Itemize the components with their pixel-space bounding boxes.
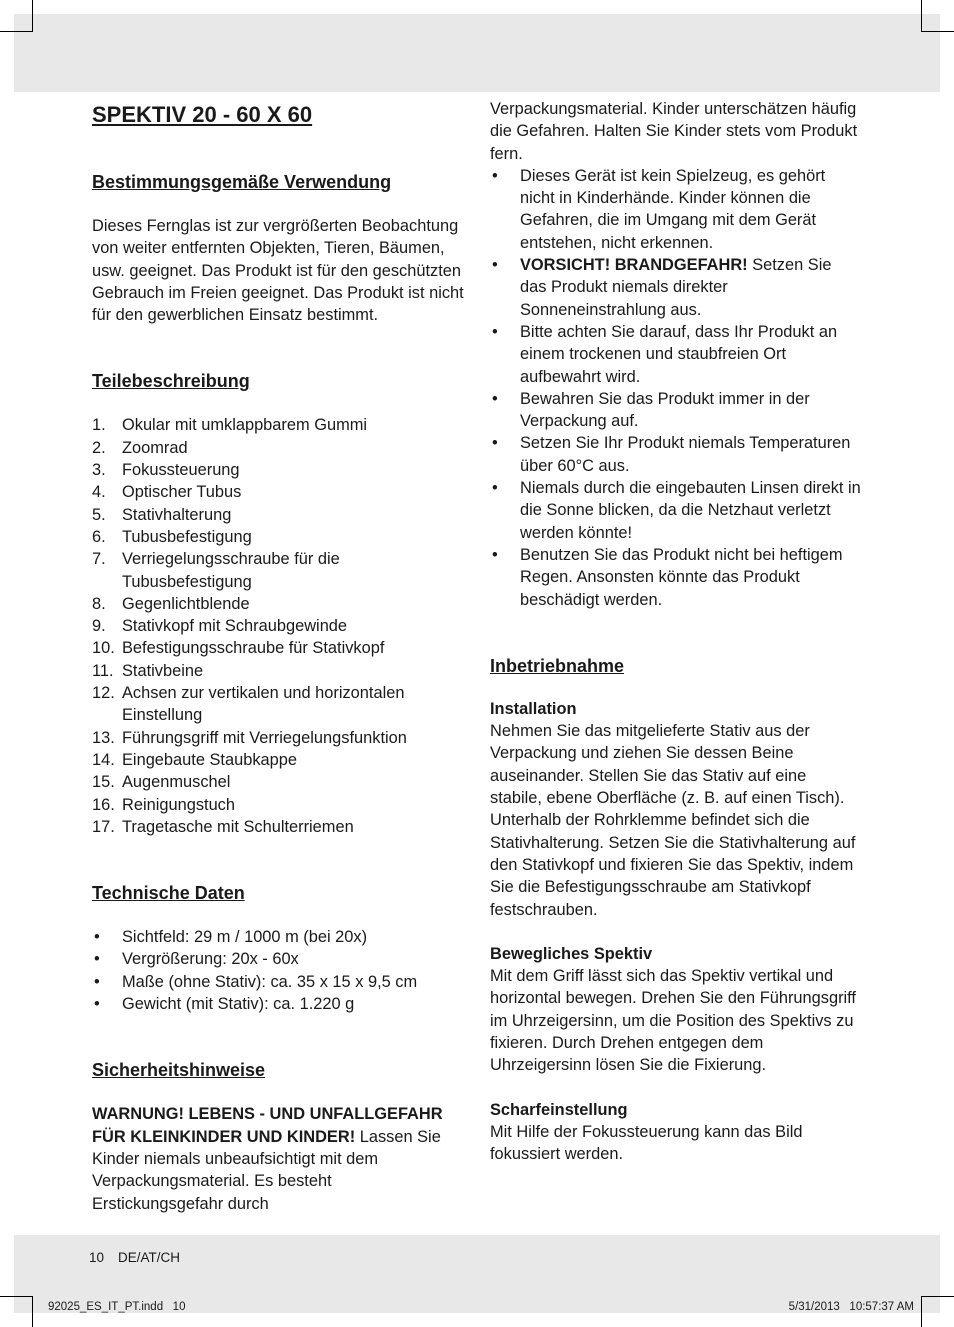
warning-label: WARNUNG! LEBENS - UND UNFALLGEFAHR FÜR KLEINKINDER UND KINDER! [92,1105,443,1146]
parts-list-item [92,660,464,682]
safety-heading: Sicherheitshinweise [92,1060,266,1081]
parts-list-item [92,816,464,838]
parts-list-item [92,615,464,637]
list-item-text: Optischer Tubus [122,483,242,502]
timestamp-slug: 5/31/2013 10:57:37 AM [788,1301,914,1313]
caution-label: VORSICHT! BRANDGEFAHR! [520,256,748,275]
list-item-text: Tragetasche mit Schulterriemen [122,817,354,836]
tech-list [92,926,464,1015]
list-item-text: Augenmuschel [122,773,231,792]
list-number: 7. [92,550,106,569]
parts-list-item [92,504,464,526]
crop-mark [922,1296,954,1297]
list-number: 15. [92,773,115,792]
list-item-text: Okular mit umklappbarem Gummi [122,416,368,435]
list-item-text: Sichtfeld: 29 m / 1000 m (bei 20x) [122,928,368,947]
list-item-text: Gegenlichtblende [122,594,250,613]
crop-mark [0,31,32,32]
list-item-text: Tubusbefestigung [122,527,252,546]
crop-mark [0,1296,32,1297]
parts-list-item [92,637,464,659]
safety-list-item [490,388,862,433]
tech-list-item [92,993,464,1015]
usage-heading: Bestimmungsgemäße Verwendung [92,172,392,192]
safety-list-item [490,477,862,544]
list-item-text: Dieses Gerät ist kein Spielzeug, es gehört nicht in Kinderhände. Kinder können die Gefahren, die im Umgang mit dem Gerät entstehen, nicht erkennen. [520,166,826,252]
crop-mark [921,0,922,32]
list-item-text: Bitte achten Sie darauf, dass Ihr Produkt an einem trockenen und staubfreien Ort aufbewahrt wird. [520,322,838,386]
bullet-icon: • [492,479,498,498]
list-number: 11. [92,661,114,680]
list-number: 9. [92,617,106,636]
list-number: 2. [92,438,106,457]
bullet-icon: • [492,166,498,185]
list-number: 13. [92,728,115,747]
list-item-text: Reinigungstuch [122,795,235,814]
list-item-text: Eingebaute Staubkappe [122,750,297,769]
bullet-icon: • [492,389,498,408]
safety-list-item [490,165,862,254]
list-item-text: Fokussteuerung [122,461,240,480]
list-item-text: Zoomrad [122,438,188,457]
crop-mark [32,1296,33,1327]
locale-label: DE/AT/CH [118,1250,181,1265]
bullet-icon: • [492,434,498,453]
parts-list-item [92,771,464,793]
installation-text: Nehmen Sie das mitgelieferte Stativ aus der Verpackung und ziehen Sie dessen Beine auseinander. Stellen Sie das Stativ auf eine stabile, ebene Oberfläche (z. B. auf einen Tisch). Unterhalb der Rohrklemme befindet sich die Stativhalterung. Setzen Sie die Stativhalterung auf den Stativkopf und fixieren Sie das Spektiv, indem Sie die Befestigungsschraube am Stativkopf festschrauben. [490,722,856,919]
list-item-text: Maße (ohne Stativ): ca. 35 x 15 x 9,5 cm [122,972,418,991]
list-item-text: Achsen zur vertikalen und horizontalen Einstellung [122,684,405,725]
parts-list-item [92,749,464,771]
safety-list-item [490,254,862,321]
tech-list-item [92,948,464,970]
focus-heading: Scharfeinstellung [490,1100,628,1119]
bullet-icon: • [94,928,100,947]
parts-list-item [92,548,464,593]
list-number: 16. [92,795,115,814]
list-number: 1. [92,416,106,435]
list-number: 5. [92,505,106,524]
parts-list-item [92,682,464,727]
parts-list [92,414,464,838]
parts-list-item [92,727,464,749]
parts-list-item [92,481,464,503]
file-slug: 92025_ES_IT_PT.indd 10 [48,1301,186,1313]
bullet-icon: • [94,995,100,1014]
parts-list-item [92,593,464,615]
list-item-text: Setzen Sie Ihr Produkt niemals Temperaturen über 60°C aus. [520,434,851,475]
list-item-text: Stativkopf mit Schraubgewinde [122,617,348,636]
list-item-text: Setzen Sie das Produkt niemals direkter Sonneneinstrahlung aus. [520,256,832,319]
safety-list-item [490,321,862,388]
safety-list [490,165,862,611]
header-band [14,14,940,92]
list-number: 3. [92,461,106,480]
parts-heading: Teilebeschreibung [92,371,250,392]
parts-list-item [92,414,464,436]
list-number: 10. [92,639,115,658]
usage-text: Dieses Fernglas ist zur vergrößerten Beobachtung von weiter entfernten Objekten, Tieren, Bäumen, usw. geeignet. Das Produkt ist für den geschützten Gebrauch im Freien geeignet. Das Produkt ist nicht für den gewerblichen Einsatz bestimmt. [92,217,464,325]
list-number: 17. [92,817,115,836]
safety-list-item [490,544,862,611]
bullet-icon: • [492,322,498,341]
page-title: SPEKTIV 20 - 60 X 60 [92,102,313,127]
tech-list-item [92,971,464,993]
bullet-icon: • [492,545,498,564]
tech-heading: Technische Daten [92,883,245,904]
list-item-text: Führungsgriff mit Verriegelungsfunktion [122,728,407,747]
movable-heading: Bewegliches Spektiv [490,944,653,963]
bullet-icon: • [492,256,498,275]
startup-heading: Inbetriebnahme [490,655,625,676]
parts-list-item [92,437,464,459]
list-item-text: Stativbeine [122,661,204,680]
installation-heading: Installation [490,699,577,718]
list-number: 14. [92,750,115,769]
list-item-text: Benutzen Sie das Produkt nicht bei heftigem Regen. Ansonsten könnte das Produkt beschädigt werden. [520,545,843,609]
tech-list-item [92,926,464,948]
page-number: 10 [89,1250,105,1265]
list-number: 4. [92,483,106,502]
list-item-text: Befestigungsschraube für Stativkopf [122,639,385,658]
right-column [490,98,862,1165]
bullet-icon: • [94,972,100,991]
warning-text: Lassen Sie Kinder niemals unbeaufsichtigt mit dem Verpackungsmaterial. Es besteht Erstickungsgefahr durch [92,1127,441,1213]
list-number: 6. [92,527,106,546]
crop-mark [32,0,33,32]
safety-list-item [490,432,862,477]
parts-list-item [92,459,464,481]
page-footer [89,1250,194,1265]
parts-list-item [92,526,464,548]
list-number: 8. [92,594,106,613]
safety-warning [92,1103,464,1214]
list-item-text: Verriegelungsschraube für die Tubusbefestigung [122,550,340,591]
focus-text: Mit Hilfe der Fokussteuerung kann das Bild fokussiert werden. [490,1122,803,1164]
list-item-text: Vergrößerung: 20x - 60x [122,950,299,969]
crop-mark [922,31,954,32]
bullet-icon: • [94,950,100,969]
list-item-text: Bewahren Sie das Produkt immer in der Verpackung auf. [520,389,810,431]
crop-mark [921,1296,922,1327]
parts-list-item [92,794,464,816]
list-item-text: Stativhalterung [122,505,232,524]
list-number: 12. [92,684,115,703]
safety-continued: Verpackungsmaterial. Kinder unterschätzen häufig die Gefahren. Halten Sie Kinder stets vom Produkt fern. [490,100,858,163]
movable-text: Mit dem Griff lässt sich das Spektiv vertikal und horizontal bewegen. Drehen Sie den Führungsgriff im Uhrzeigersinn, um die Position des Spektivs zu fixieren. Durch Drehen entgegen dem Uhrzeigersinn lösen Sie die Fixierung. [490,967,856,1075]
list-item-text: Gewicht (mit Stativ): ca. 1.220 g [122,995,355,1014]
list-item-text: Niemals durch die eingebauten Linsen direkt in die Sonne blicken, da die Netzhaut verletzt werden könnte! [520,479,861,542]
left-column [92,98,464,1215]
